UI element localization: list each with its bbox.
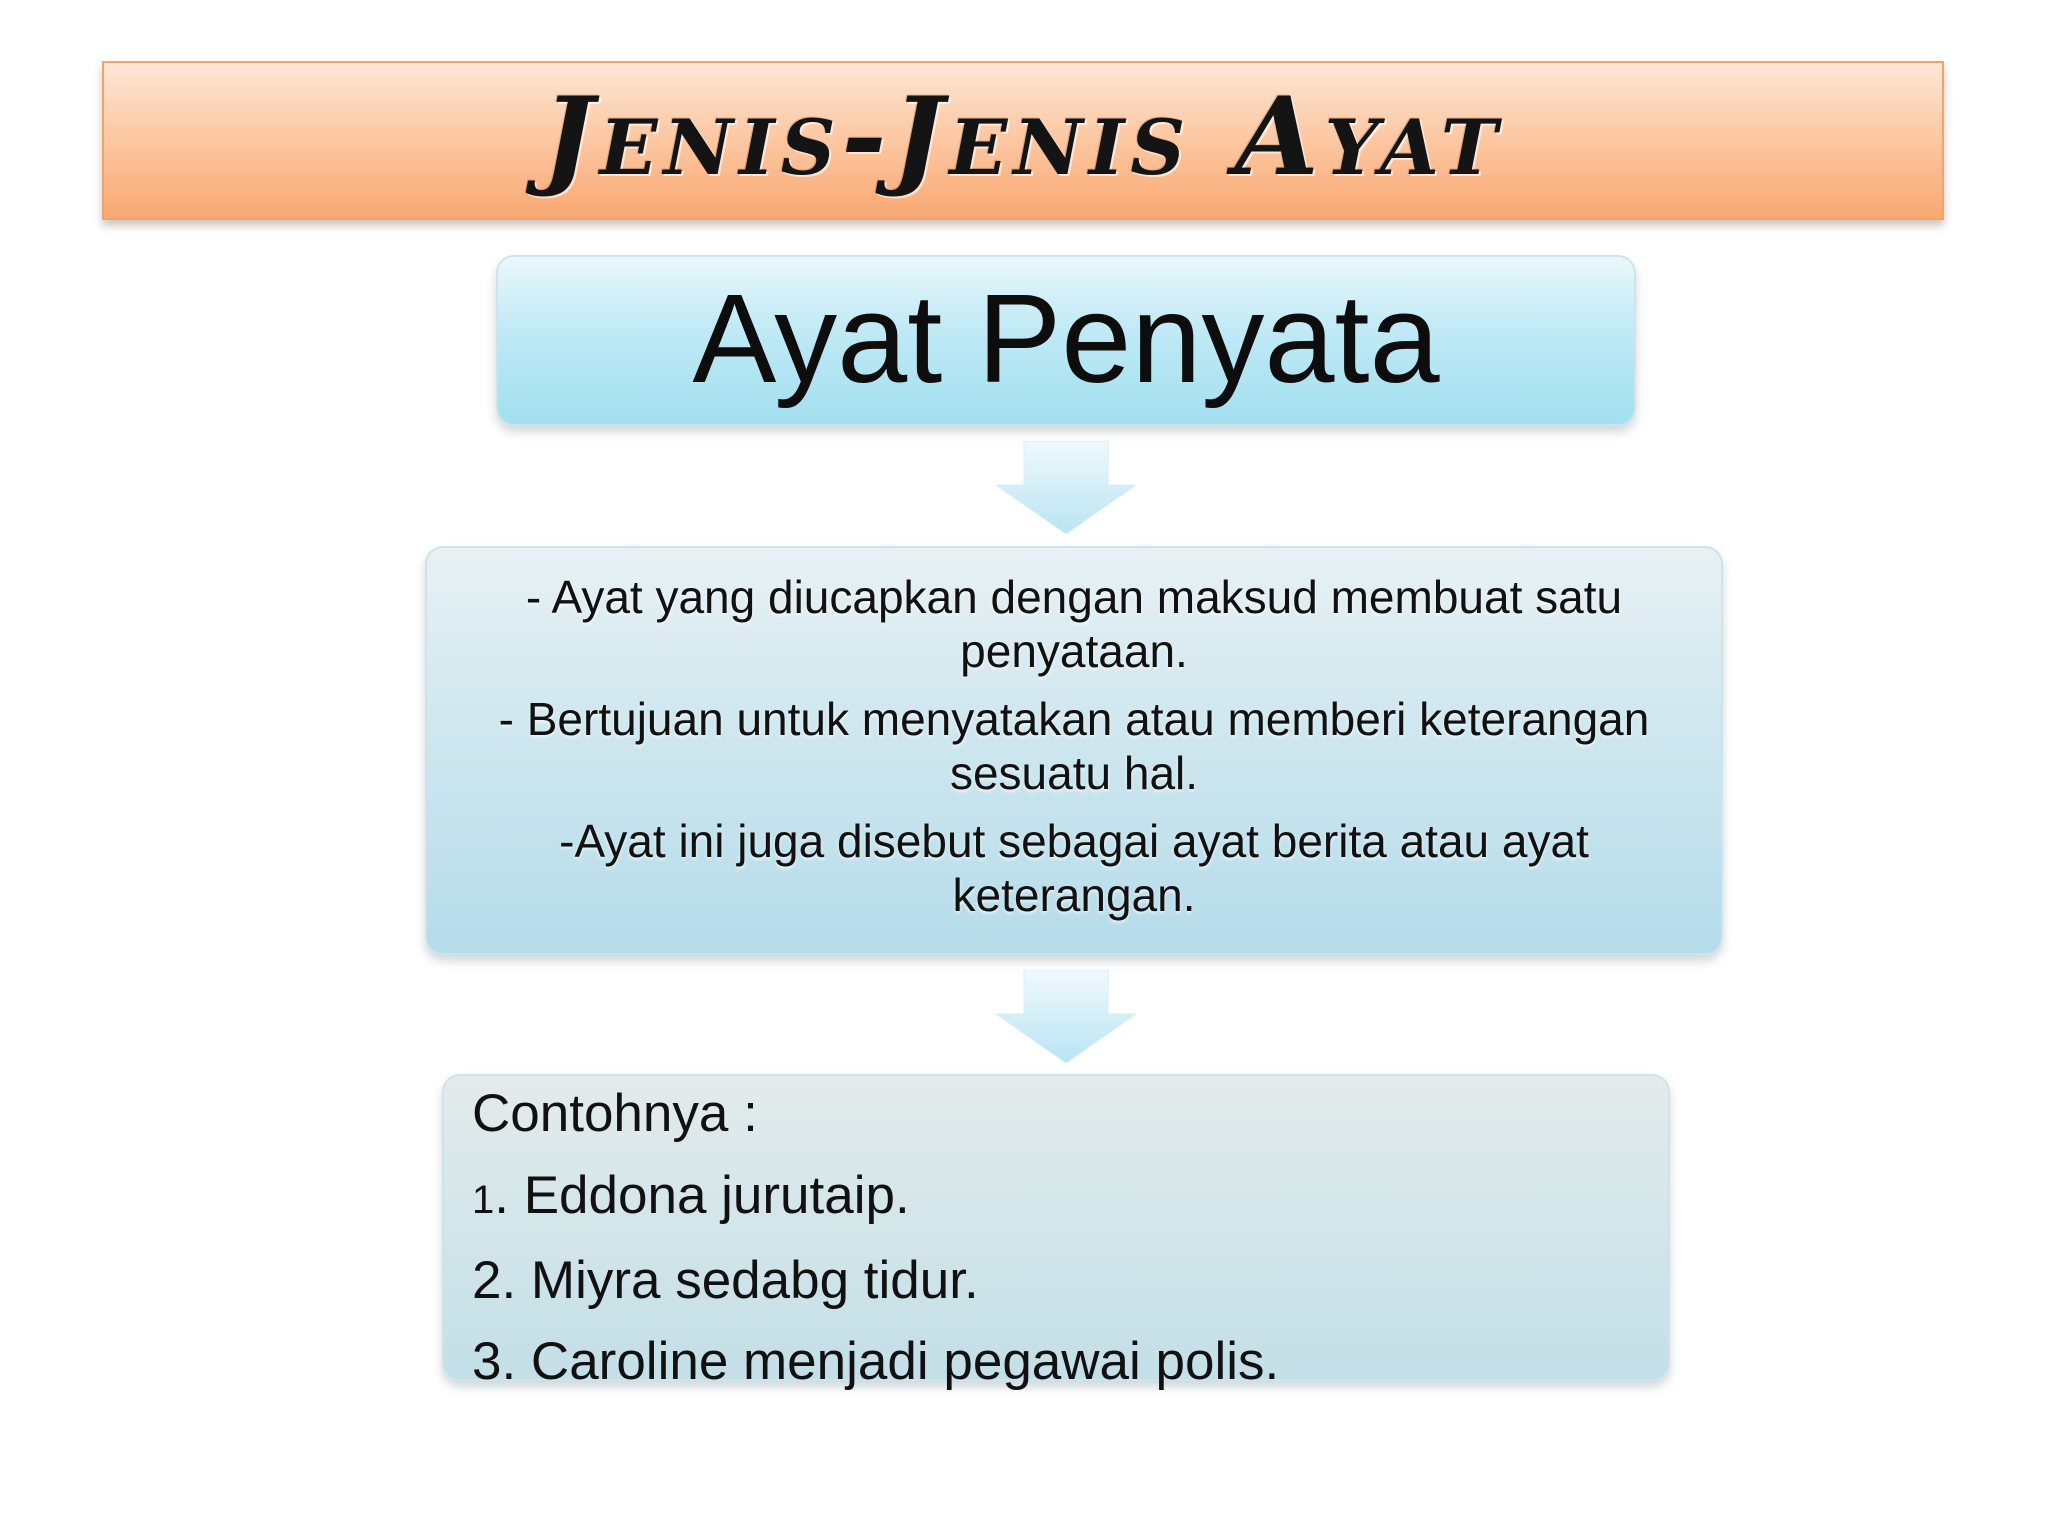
definition-line: - Bertujuan untuk menyatakan atau memberi keterangan sesuatu hal. <box>498 693 1650 799</box>
example-text: Caroline menjadi pegawai polis. <box>516 1332 1280 1391</box>
examples-box <box>442 1074 1670 1391</box>
example-item <box>472 1330 1640 1394</box>
heading-box <box>496 255 1636 426</box>
example-text: . Eddona jurutaip. <box>494 1166 910 1225</box>
slide-title: Jenis-Jenis Ayat <box>542 73 1504 200</box>
example-item <box>472 1164 1640 1232</box>
down-arrow-icon <box>996 441 1136 534</box>
heading-text: Ayat Penyata <box>692 267 1440 409</box>
example-text: Miyra sedabg tidur. <box>516 1251 979 1310</box>
definition-box <box>425 546 1723 955</box>
down-arrow-icon <box>996 970 1136 1063</box>
title-banner <box>102 61 1944 220</box>
example-number: 3. <box>472 1332 517 1391</box>
example-number: 1 <box>472 1178 495 1222</box>
example-item <box>472 1249 1640 1313</box>
examples-heading: Contohnya : <box>472 1084 758 1143</box>
definition-line: -Ayat ini juga disebut sebagai ayat berita atau ayat keterangan. <box>559 815 1589 921</box>
definition-line: - Ayat yang diucapkan dengan maksud membuat satu penyataan. <box>525 571 1623 677</box>
example-number: 2. <box>472 1251 517 1310</box>
